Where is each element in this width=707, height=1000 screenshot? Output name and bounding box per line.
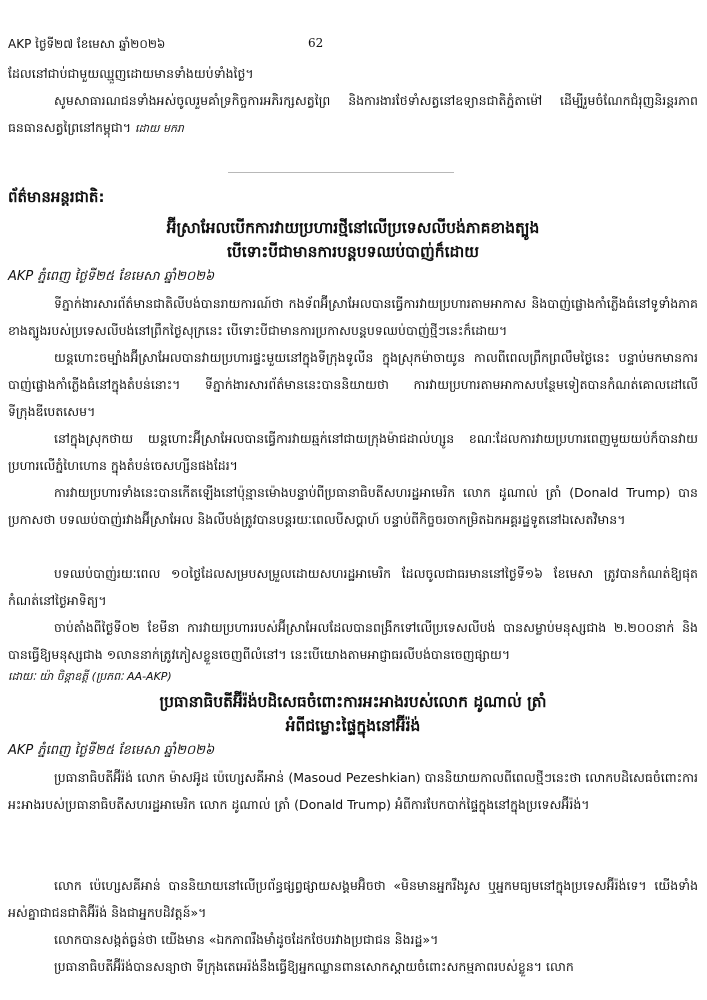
article1-paragraph-6: ចាប់តាំងពីថ្ងៃទី០២ ខែមីនា ការវាយប្រហាររបស់អ៊ីស្រាអែលដែលបានពង្រីកទៅលើប្រទេសលីបង់ បានសម្លាប់មនុស្សជាង ២.២០០នាក់ និងបានធ្វើឱ្យមនុស្សជាង ១លាននាក់ត្រូវភៀសខ្លួនចេញពីលំនៅ។ នេះបើយោងតាមអាជ្ញាធរលីបង់បានចេញផ្សាយ។ bbox=[8, 620, 698, 662]
article2-dateline: AKP ភ្នំពេញ ថ្ងៃទី២៥ ខែមេសា ឆ្នាំ២០២៦ bbox=[8, 743, 215, 758]
top-line: ដែលនៅជាប់ជាមួយឈ្មួញដោយមានទាំងយប់ទាំងថ្ងៃ។ bbox=[8, 66, 254, 81]
article2-headline-line2: អំពីជម្លោះផ្ទៃក្នុងនៅអ៊ីរ៉ង់ bbox=[285, 717, 421, 735]
article1-paragraph-4: ការវាយប្រហារទាំងនេះបានកើតឡើងនៅប៉ុន្មានម៉ោងបន្ទាប់ពីប្រធានាធិបតីសហរដ្ឋអាមេរិក លោក ដូណាល់ ត្រាំ (Donald Trump) បានប្រកាសថា បទឈប់បាញ់រវាងអ៊ីស្រាអែល និងលីបង់ត្រូវបានបន្តរយៈពេលបីសប្តាហ៍ បន្ទាប់ពីកិច្ចចរចាកម្រិតឯកអគ្គរដ្ឋទូតនៅឯសេតវិមាន។ bbox=[8, 485, 698, 527]
top-paragraph-text: សូមសាធារណជនទាំងអស់ចូលរួមគាំទ្រកិច្ចការអភិរក្សសត្វព្រៃ និងការងារថែទាំសត្វនៅឧទ្យានជាតិភ្នំតាម៉ៅ ដើម្បីរួមចំណែកជំរុញនិរន្តរភាពធនធានសត្វព្រៃនៅកម្ពុជា។ bbox=[8, 93, 698, 135]
article2-headline-line1: ប្រធានាធិបតីអ៊ីរ៉ង់បដិសេធចំពោះការអះអាងរបស់លោក ដូណាល់ ត្រាំ bbox=[159, 693, 547, 711]
article1-paragraph-1: ទីភ្នាក់ងារសារព័ត៌មានជាតិលីបង់បានរាយការណ៍ថា កងទ័ពអ៊ីស្រាអែលបានធ្វើការវាយប្រហារតាមអាកាស និងបាញ់ផ្លោងកាំភ្លើងធំនៅទូទាំងភាគខាងត្បូងរបស់ប្រទេសលីបង់នៅព្រឹកថ្ងៃសុក្រនេះ បើទោះបីជាមានការប្រកាសបន្តបទឈប់បាញ់ថ្មីៗនេះក៏ដោយ។ bbox=[8, 296, 698, 338]
article1-paragraph-3: នៅក្នុងស្រុកថាយ យន្តហោះអ៊ីស្រាអែលបានធ្វើការវាយឆ្មក់នៅជាយក្រុងម៉ាជដាល់ហ្សូន ខណៈដែលការវាយប្រហារពេញមួយយប់ក៏បានវាយប្រហារលើភ្នំហៃហោន ក្នុងតំបន់ចេសហ្សីនផងដែរ។ bbox=[8, 431, 698, 473]
separator-line bbox=[228, 172, 454, 173]
top-signoff: ដោយ មករា bbox=[135, 122, 184, 135]
article2-paragraph-2: លោក ប៉េហ្សេសគីអាន់ បាននិយាយនៅលើប្រព័ន្ធផ្សព្វផ្សាយសង្គមអ៊ិចថា «មិនមានអ្នករឹងរូស ឬអ្នកមធ្យមនៅក្នុងប្រទេសអ៊ីរ៉ង់ទេ។ យើងទាំងអស់គ្នាជាជនជាតិអ៊ីរ៉ង់ និងជាអ្នកបដិវត្តន៍»។ bbox=[8, 878, 698, 920]
article2-paragraph-3: លោកបានសង្កត់ធ្ងន់ថា យើងមាន «ឯកភាពរឹងមាំដូចដែកថែបរវាងប្រជាជន និងរដ្ឋ»។ bbox=[54, 932, 439, 947]
page-number: 62 bbox=[308, 36, 324, 50]
article1-dateline: AKP ភ្នំពេញ ថ្ងៃទី២៥ ខែមេសា ឆ្នាំ២០២៦ bbox=[8, 269, 215, 284]
article2-paragraph-1: ប្រធានាធិបតីអ៊ីរ៉ង់ លោក ម៉ាសអ៊ូដ ប៉េហ្សេសគីអាន់ (Masoud Pezeshkian) បាននិយាយកាលពីពេលថ្មីៗនេះថា លោកបដិសេធចំពោះការអះអាងរបស់ប្រធានាធិបតីសហរដ្ឋអាមេរិក លោក ដូណាល់ ត្រាំ (Donald Trump) អំពីការបែកបាក់ផ្ទៃក្នុងនៅក្នុងប្រទេសអ៊ីរ៉ង់។ bbox=[8, 770, 698, 812]
article1-byline: ដោយៈ យ៉ា ចិន្តាឧត្តី (ប្រភពៈ AA-AKP) bbox=[8, 670, 172, 683]
article1-headline-line2: បើទោះបីជាមានការបន្តបទឈប់បាញ់ក៏ដោយ bbox=[226, 243, 480, 261]
top-paragraph bbox=[8, 87, 698, 142]
article1-headline-line1: អ៊ីស្រាអែលបើកការវាយប្រហារថ្មីនៅលើប្រទេសលីបង់ភាគខាងត្បូង bbox=[166, 219, 540, 237]
masthead: AKP ថ្ងៃទី២៧ ខែមេសា ឆ្នាំ២០២៦ bbox=[8, 37, 166, 51]
article2-paragraph-4: ប្រធានាធិបតីអ៊ីរ៉ង់បានសន្យាថា ទីក្រុងតេអេរ៉ង់នឹងធ្វើឱ្យអ្នកឈ្លានពានសោកស្តាយចំពោះសកម្មភាពរបស់ខ្លួន។ លោក bbox=[54, 959, 574, 974]
article1-paragraph-5: បទឈប់បាញ់រយៈពេល ១០ថ្ងៃដែលសម្របសម្រួលដោយសហរដ្ឋអាមេរិក ដែលចូលជាធរមាននៅថ្ងៃទី១៦ ខែមេសា ត្រូវបានកំណត់ឱ្យផុតកំណត់នៅថ្ងៃអាទិត្យ។ bbox=[8, 566, 698, 608]
section-title: ព័ត៌មានអន្តរជាតិ: bbox=[8, 188, 105, 206]
article1-paragraph-2: យន្តហោះចម្បាំងអ៊ីស្រាអែលបានវាយប្រហារផ្ទះមួយនៅក្នុងទីក្រុងទូលីន ក្នុងស្រុកម៉ាចាយូន កាលពីពេលព្រឹកព្រលឹមថ្ងៃនេះ បន្ទាប់មកមានការបាញ់ផ្លោងកាំភ្លើងធំនៅក្នុងតំបន់នោះ។ ទីភ្នាក់ងារសារព័ត៌មាននេះបាននិយាយថា ការវាយប្រហារតាមអាកាសបន្ថែមទៀតបានកំណត់គោលដៅលើទីក្រុងឌីបេតសេម។ bbox=[8, 350, 698, 419]
